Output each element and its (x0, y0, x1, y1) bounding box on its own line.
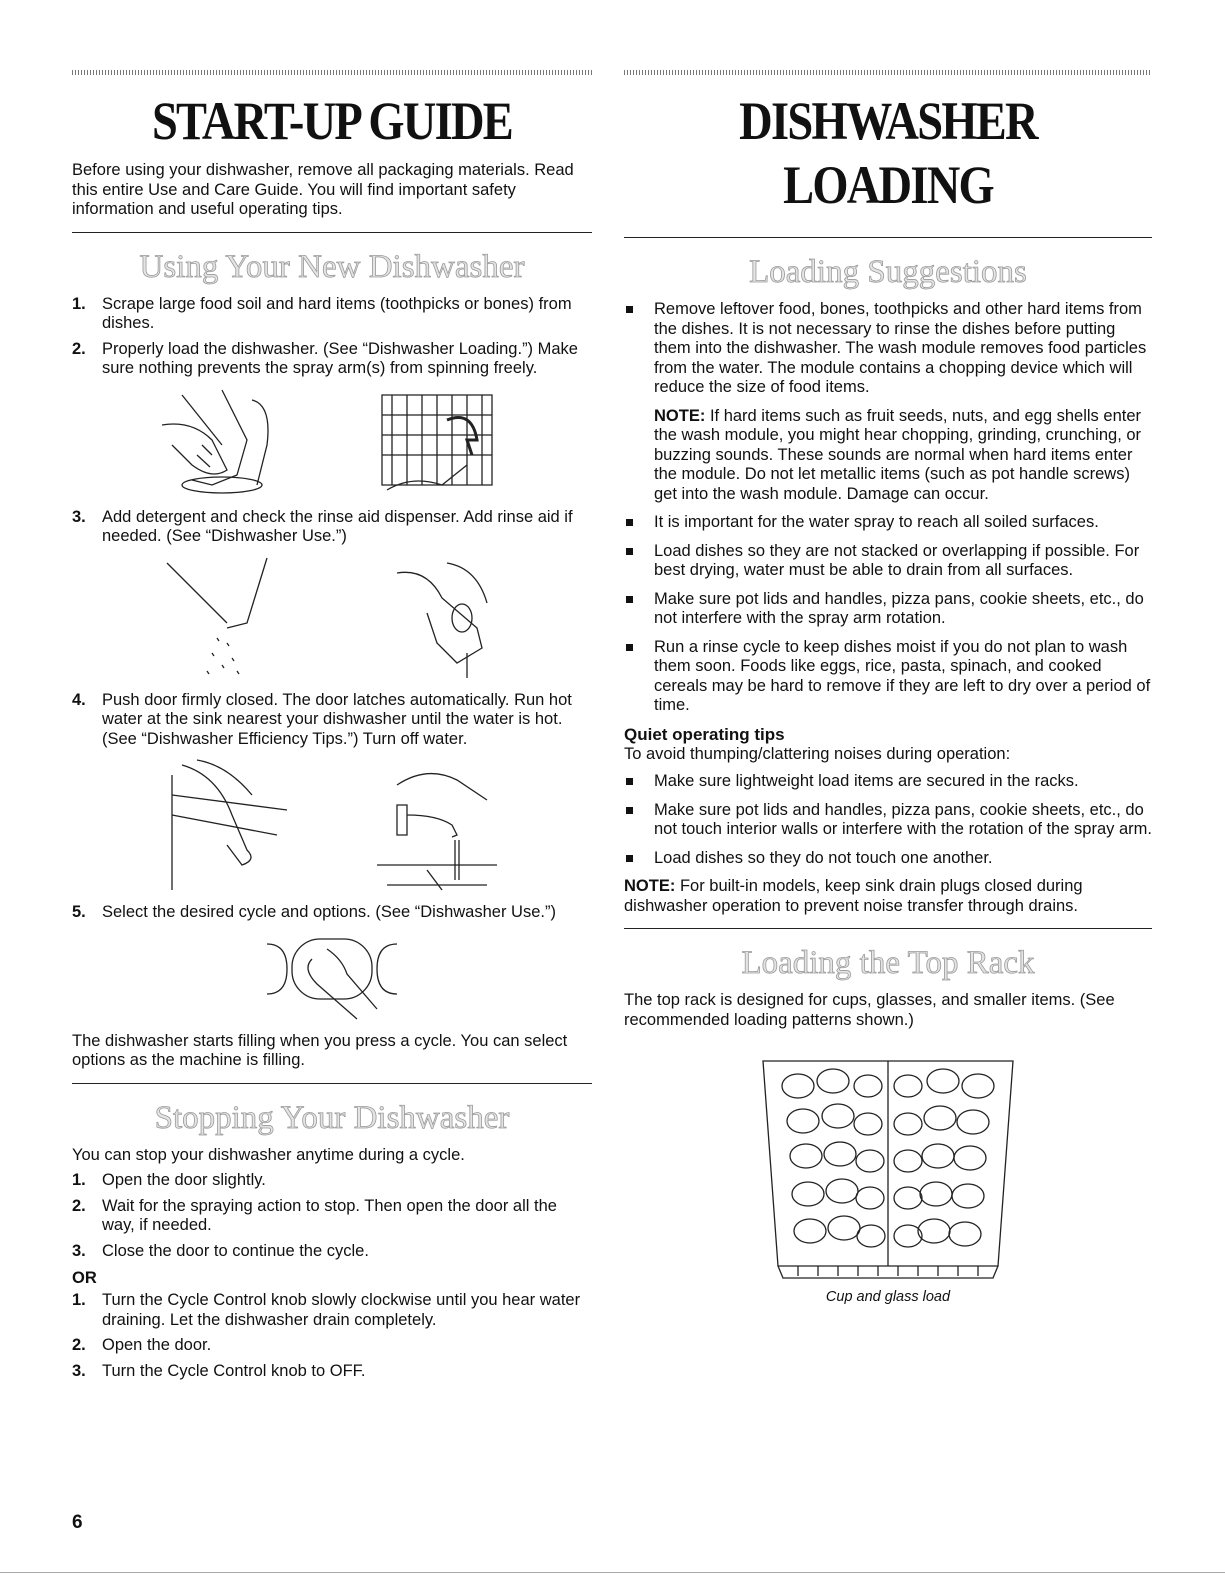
suggestions-list-2 (624, 513, 1152, 716)
dotted-rule (624, 70, 1152, 75)
scrape-dish-illustration (152, 385, 292, 500)
stopping-steps-a (72, 1171, 592, 1261)
stop-step-3: 3. Close the door to continue the cycle. (72, 1241, 369, 1260)
quiet-intro: To avoid thumping/clattering noises during operation: (624, 744, 1011, 763)
alt-step-1: 1. Turn the Cycle Control knob slowly clockwise until you hear water draining. Let the dishwasher drain completely. (72, 1291, 581, 1329)
suggestion-bullet: Make sure pot lids and handles, pizza pans, cookie sheets, etc., do not interfere with the spray arm rotation. (624, 590, 1152, 629)
figure-detergent (72, 553, 592, 683)
section-divider (72, 1083, 592, 1084)
suggestion-bullet: Load dishes so they are not stacked or overlapping if possible. For best drying, water must be able to drain from all surfaces. (624, 542, 1152, 581)
loading-suggestions-heading: Loading Suggestions (749, 254, 1027, 290)
figure-door-faucet (72, 755, 592, 895)
stop-step-1: 1. Open the door slightly. (72, 1171, 266, 1189)
step-3: 3. Add detergent and check the rinse aid dispenser. Add rinse aid if needed. (See “Dishwasher Use.”) (72, 507, 573, 545)
suggestions-list (624, 300, 1152, 398)
figure-scrape-load (72, 385, 592, 500)
quiet-bullet: Make sure lightweight load items are secured in the racks. (624, 772, 1152, 792)
bottom-border (0, 1572, 1225, 1573)
step-2: 2. Properly load the dishwasher. (See “Dishwasher Loading.”) Make sure nothing prevents the spray arm(s) from spinning freely. (72, 339, 578, 377)
dishwasher-loading-title: DISHWASHER LOADING (739, 91, 1037, 215)
dotted-rule (72, 70, 592, 75)
detergent-pour-illustration (157, 553, 297, 683)
figure-select-cycle (72, 929, 592, 1024)
stopping-heading: Stopping Your Dishwasher (154, 1099, 510, 1136)
quiet-list (624, 772, 1152, 868)
load-rack-illustration (372, 385, 512, 500)
section-divider (72, 232, 592, 233)
using-heading: Using Your New Dishwasher (139, 248, 525, 285)
suggestion-note: NOTE: If hard items such as fruit seeds, nuts, and egg shells enter the wash module, you might hear chopping, grinding, crunching, or buzzing sounds. These sounds are normal when hard items enter the module. Do not let metallic items (such as pot handle screws) get into the wash module. Damage can occur. (654, 406, 1142, 503)
quiet-tips-heading: Quiet operating tips (624, 724, 785, 744)
press-button-illustration (247, 929, 417, 1024)
left-column (72, 70, 592, 1387)
stopping-intro: You can stop your dishwasher anytime during a cycle. (72, 1145, 465, 1164)
suggestion-bullet: Remove leftover food, bones, toothpicks and other hard items from the dishes. It is not necessary to rinse the dishes before putting them into the dishwasher. The wash module removes food particles from the water. The module contains a chopping device which will reduce the size of food items. (624, 300, 1152, 398)
start-up-guide-title: START-UP GUIDE (151, 91, 513, 151)
cup-glass-rack-illustration (758, 1056, 1018, 1281)
quiet-bullet: Load dishes so they do not touch one another. (624, 849, 1152, 869)
after-steps-paragraph: The dishwasher starts filling when you press a cycle. You can select options as the machine is filling. (72, 1031, 568, 1069)
intro-paragraph: Before using your dishwasher, remove all packaging materials. Read this entire Use and Care Guide. You will find important safety information and useful operating tips. (72, 161, 574, 218)
push-door-illustration (157, 755, 297, 895)
using-steps (72, 295, 592, 379)
suggestion-bullet: Run a rinse cycle to keep dishes moist if you do not plan to wash them soon. Foods like eggs, rice, pasta, spinach, and cooked cereals may be hard to remove if they are left to dry over a period of time. (624, 638, 1152, 716)
figure-caption: Cup and glass load (825, 1289, 951, 1305)
stop-step-2: 2. Wait for the spraying action to stop. Then open the door all the way, if needed. (72, 1196, 557, 1234)
step-5: 5. Select the desired cycle and options. (See “Dishwasher Use.”) (72, 903, 556, 921)
quiet-note: NOTE: For built-in models, keep sink drain plugs closed during dishwasher operation to prevent noise transfer through drains. (624, 877, 1083, 915)
step-4: 4. Push door firmly closed. The door latches automatically. Run hot water at the sink nearest your dishwasher until the water is hot. (See “Dishwasher Efficiency Tips.”) Turn off water. (72, 690, 572, 748)
using-steps-5 (72, 903, 592, 923)
using-steps-4 (72, 691, 592, 750)
alt-step-3: 3. Turn the Cycle Control knob to OFF. (72, 1361, 366, 1380)
top-rack-text: The top rack is designed for cups, glasses, and smaller items. (See recommended loading patterns shown.) (624, 991, 1115, 1029)
page-number: 6 (72, 1512, 83, 1533)
suggestion-bullet: It is important for the water spray to reach all soiled surfaces. (624, 513, 1152, 533)
section-divider (624, 928, 1152, 929)
faucet-illustration (367, 755, 507, 895)
or-label: OR (72, 1269, 97, 1287)
step-1: 1. Scrape large food soil and hard items (toothpicks or bones) from dishes. (72, 294, 572, 332)
quiet-bullet: Make sure pot lids and handles, pizza pans, cookie sheets, etc., do not touch interior walls or interfere with the rotation of the spray arm. (624, 801, 1152, 840)
rinse-aid-bottle-illustration (387, 553, 507, 683)
right-column (624, 70, 1152, 1305)
section-divider (624, 237, 1152, 238)
top-rack-heading: Loading the Top Rack (741, 945, 1035, 981)
stopping-steps-b (72, 1291, 592, 1381)
figure-top-rack (624, 1056, 1152, 1281)
using-steps-3 (72, 508, 592, 547)
alt-step-2: 2. Open the door. (72, 1336, 212, 1354)
